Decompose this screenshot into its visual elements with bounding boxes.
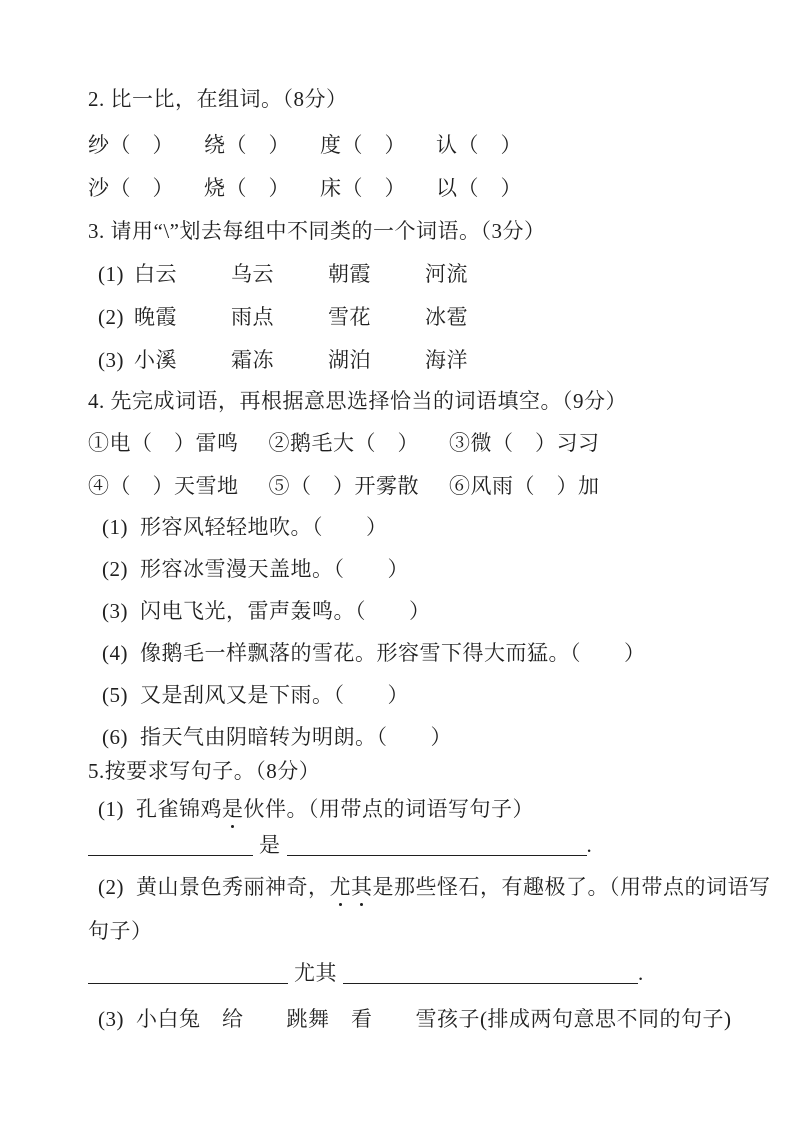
word-pair-cell: 以（ ）	[436, 176, 522, 200]
word-item: 冰雹	[425, 305, 468, 329]
word-item: 雨点	[231, 305, 274, 329]
category-row-3	[98, 345, 522, 375]
question-3-title: 3. 请用“\”划去每组中不同类的一个词语。（3分）	[88, 219, 546, 243]
blank-given-word: 尤其	[294, 961, 337, 985]
answer-blank-line-2	[88, 958, 644, 988]
word-pair-cell: 绕（ ）	[204, 133, 290, 157]
word-item: 晚霞	[134, 305, 177, 329]
item-number: (3)	[98, 1007, 124, 1031]
word-pair-cell: 沙（ ）	[88, 176, 174, 200]
item-text: 孔雀锦鸡	[136, 797, 222, 821]
idiom-item: ④（ ）天雪地	[88, 474, 239, 498]
word-item: 海洋	[425, 348, 468, 372]
idiom-line-2	[88, 471, 600, 501]
item-text: 小白兔 给 跳舞 看 雪孩子(排成两句意思不同的句子)	[136, 1007, 732, 1031]
row-number: (3)	[98, 348, 124, 372]
idiom-item: ①电（ ）雷鸣	[88, 431, 239, 455]
word-item: 雪花	[328, 305, 371, 329]
item-number: (2)	[98, 875, 124, 899]
idiom-item: ⑥风雨（ ）加	[449, 474, 600, 498]
word-item: 河流	[425, 262, 468, 286]
period-mark: .	[586, 833, 593, 857]
meaning-item-6	[102, 722, 452, 752]
sentence-item-2-continuation: 句子）	[88, 919, 153, 943]
item-number: (1)	[102, 515, 128, 539]
dotted-char: 是	[222, 794, 244, 824]
item-text: 伙伴。（用带点的词语写句子）	[243, 797, 534, 821]
row-number: (2)	[98, 305, 124, 329]
word-pair-cell: 纱（ ）	[88, 133, 174, 157]
period-mark: .	[638, 961, 644, 985]
word-pair-cell: 认（ ）	[436, 133, 522, 157]
word-pair-cell: 床（ ）	[320, 176, 406, 200]
item-text: 指天气由阴暗转为明朗。（ ）	[140, 725, 452, 749]
meaning-item-3	[102, 596, 431, 626]
question-2-row-2	[88, 173, 522, 203]
blank-underline	[88, 834, 253, 856]
dotted-char: 其	[351, 872, 373, 902]
item-text: 闪电飞光，雷声轰鸣。（ ）	[140, 599, 431, 623]
blank-underline	[287, 834, 587, 856]
sentence-item-2	[98, 872, 771, 902]
word-item: 朝霞	[328, 262, 371, 286]
question-4-title: 4. 先完成词语，再根据意思选择恰当的词语填空。（9分）	[88, 389, 627, 413]
word-pair-cell: 烧（ ）	[204, 176, 290, 200]
question-2-row-1	[88, 130, 522, 160]
blank-given-word: 是	[259, 833, 281, 857]
blank-underline	[343, 962, 638, 984]
word-item: 霜冻	[231, 348, 274, 372]
sentence-item-1	[98, 794, 534, 824]
dotted-char: 尤	[330, 872, 352, 902]
row-number: (1)	[98, 262, 124, 286]
item-text: 形容风轻轻地吹。（ ）	[140, 515, 388, 539]
word-pair-cell: 度（ ）	[320, 133, 406, 157]
answer-blank-line-1	[88, 830, 592, 860]
idiom-line-1	[88, 428, 600, 458]
category-row-2	[98, 302, 522, 332]
idiom-item: ③微（ ）习习	[449, 431, 600, 455]
item-number: (3)	[102, 599, 128, 623]
word-item: 乌云	[231, 262, 274, 286]
item-text: 黄山景色秀丽神奇，	[136, 875, 330, 899]
item-number: (1)	[98, 797, 124, 821]
word-item: 小溪	[134, 348, 177, 372]
idiom-item: ②鹅毛大（ ）	[268, 431, 419, 455]
idiom-item: ⑤（ ）开雾散	[268, 474, 419, 498]
item-number: (4)	[102, 641, 128, 665]
meaning-item-5	[102, 680, 409, 710]
item-text: 像鹅毛一样飘落的雪花。形容雪下得大而猛。（ ）	[140, 641, 646, 665]
word-item: 湖泊	[328, 348, 371, 372]
item-number: (2)	[102, 557, 128, 581]
meaning-item-4	[102, 638, 646, 668]
category-row-1	[98, 259, 522, 289]
item-text: 又是刮风又是下雨。（ ）	[140, 683, 409, 707]
question-5-title: 5.按要求写句子。（8分）	[88, 759, 321, 783]
question-2-title: 2. 比一比，在组词。（8分）	[88, 87, 348, 111]
item-number: (6)	[102, 725, 128, 749]
sentence-item-3	[98, 1004, 731, 1034]
item-text: 形容冰雪漫天盖地。（ ）	[140, 557, 409, 581]
word-item: 白云	[134, 262, 177, 286]
meaning-item-1	[102, 512, 388, 542]
item-number: (5)	[102, 683, 128, 707]
meaning-item-2	[102, 554, 409, 584]
item-text: 是那些怪石，有趣极了。（用带点的词语写	[372, 875, 771, 899]
blank-underline	[88, 962, 288, 984]
